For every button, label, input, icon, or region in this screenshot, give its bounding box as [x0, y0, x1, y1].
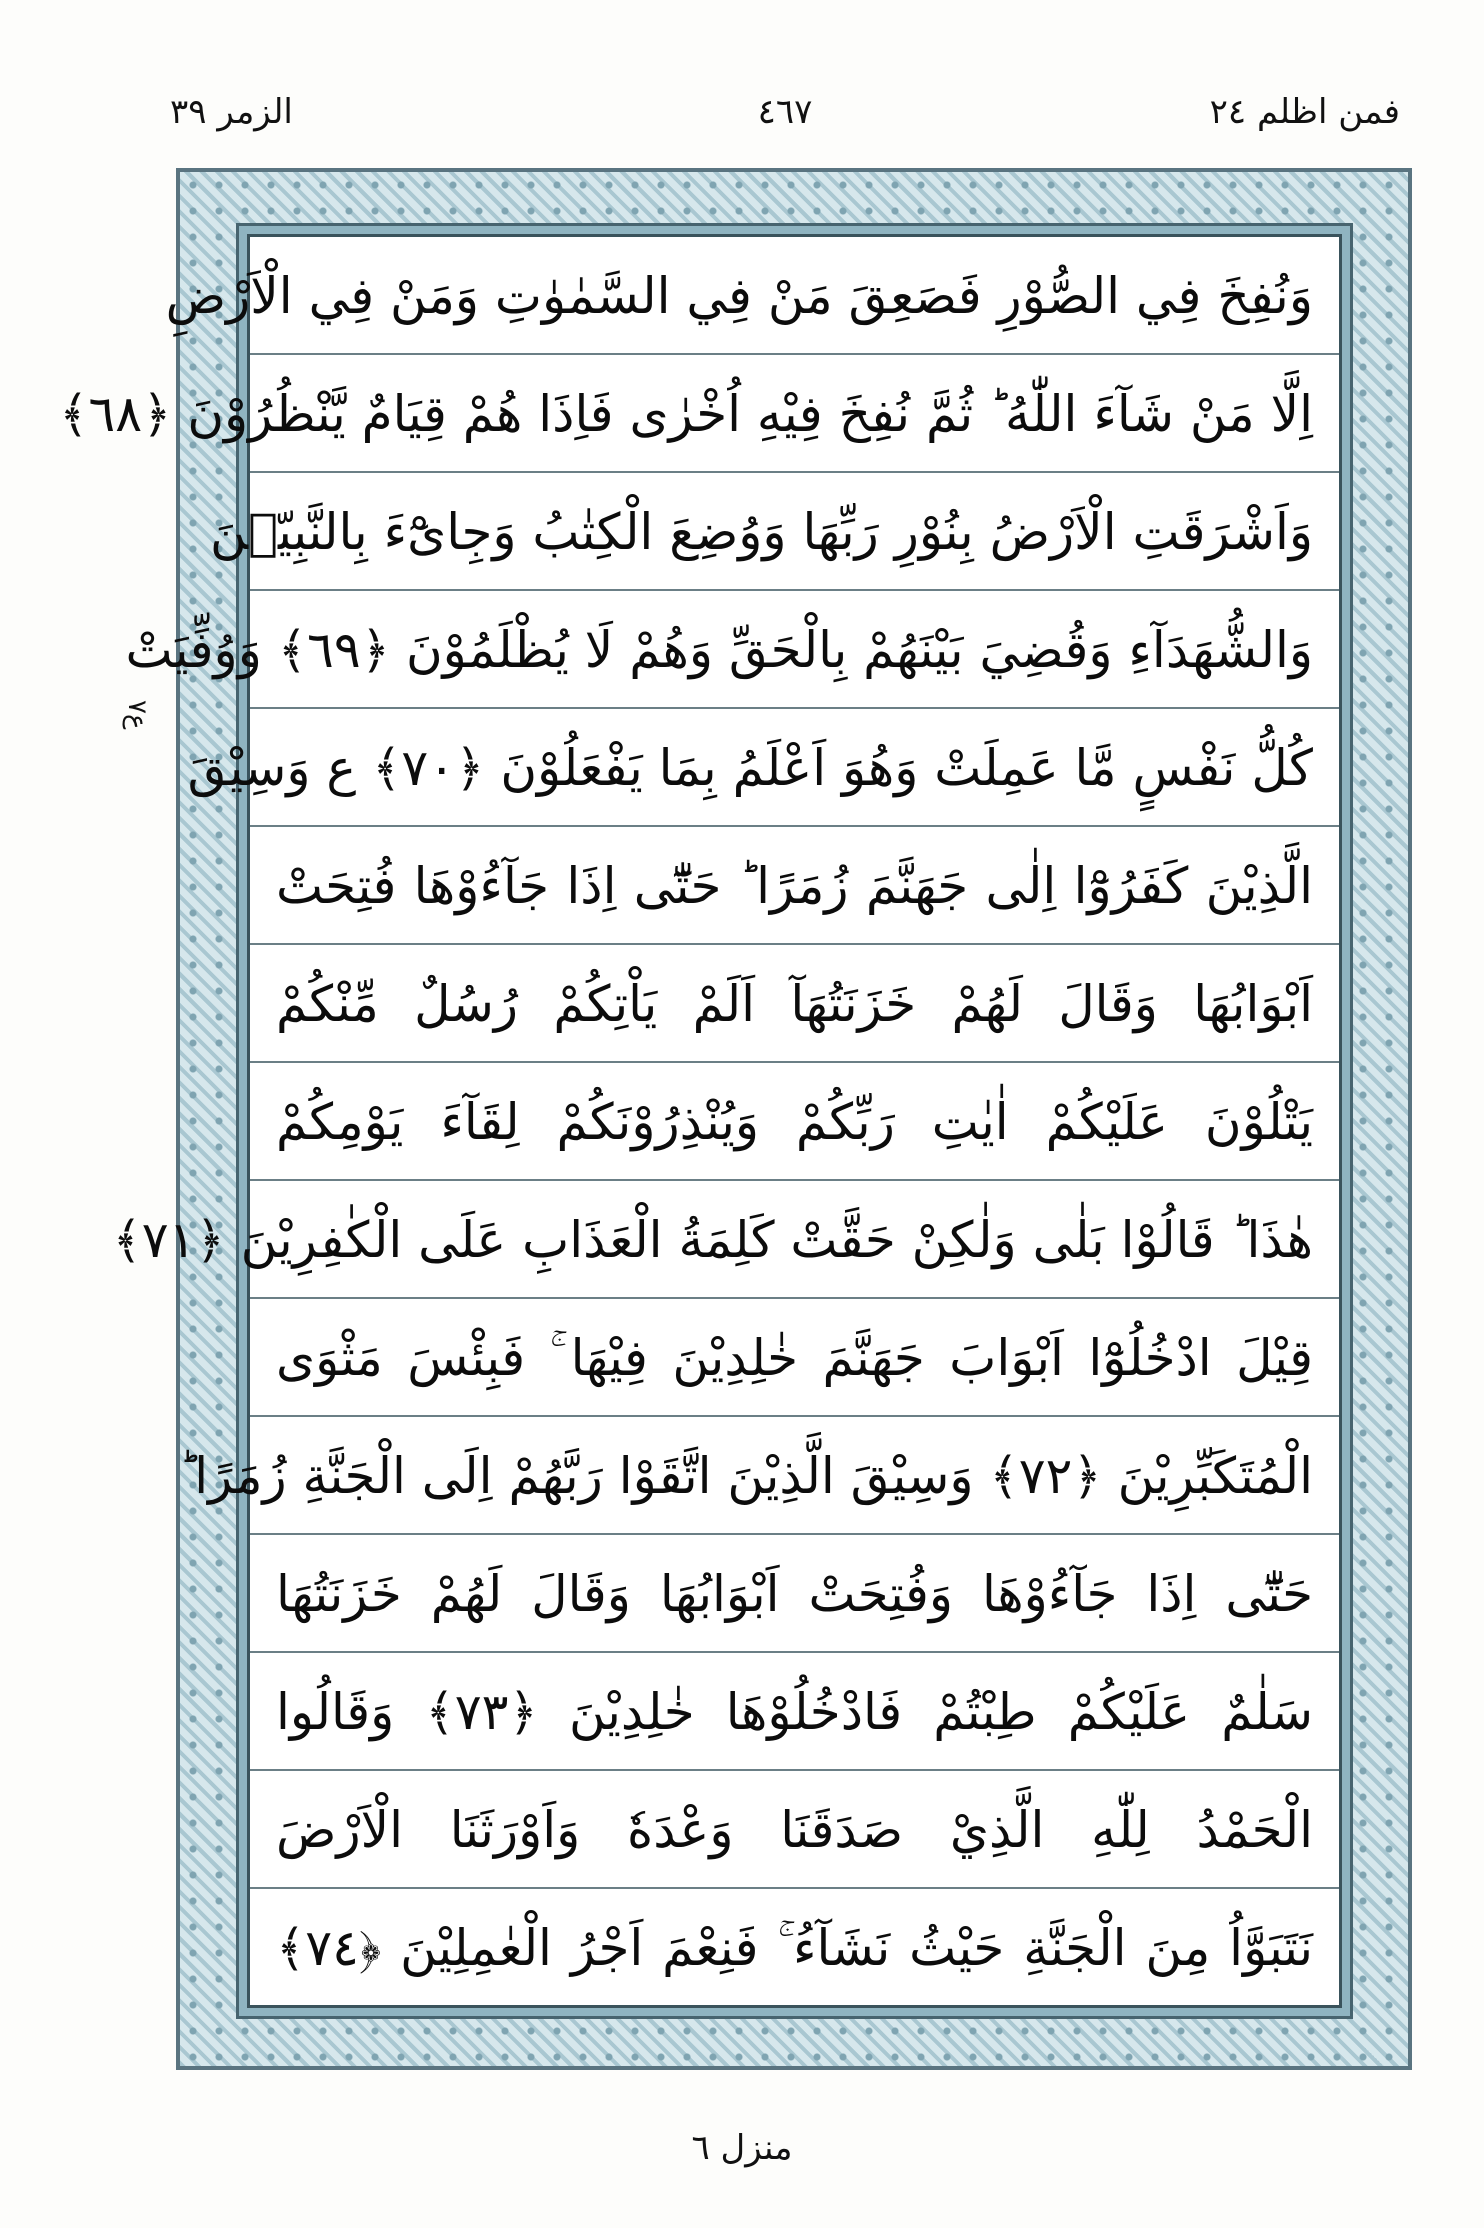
verse-line-2: اِلَّا مَنْ شَآءَ اللّٰهُ ؕ ثُمَّ نُفِخَ فِيْهِ اُخْرٰى فَاِذَا هُمْ قِيَامٌ يَّنْظُرُوْنَ ﴿٦٨﴾ — [250, 355, 1339, 473]
verse-line-10: قِيْلَ ادْخُلُوْٓا اَبْوَابَ جَهَنَّمَ خٰلِدِيْنَ فِيْهَا ۚ فَبِئْسَ مَثْوَى — [250, 1299, 1339, 1417]
verse-line-11: الْمُتَكَبِّرِيْنَ ﴿٧٢﴾ وَسِيْقَ الَّذِيْنَ اتَّقَوْا رَبَّهُمْ اِلَى الْجَنَّةِ زُمَرًا ؕ — [250, 1417, 1339, 1535]
ruku-marker: ع٧ — [122, 700, 152, 730]
manzil-footer: منزل ٦ — [691, 2128, 793, 2168]
juz-title: فمن اظلم ٢٤ — [1209, 92, 1400, 132]
verse-line-7: اَبْوَابُهَا وَقَالَ لَهُمْ خَزَنَتُهَآ اَلَمْ يَاْتِكُمْ رُسُلٌ مِّنْكُمْ — [250, 945, 1339, 1063]
verse-line-13: سَلٰمٌ عَلَيْكُمْ طِبْتُمْ فَادْخُلُوْهَا خٰلِدِيْنَ ﴿٧٣﴾ وَقَالُوا — [250, 1653, 1339, 1771]
verse-line-6: الَّذِيْنَ كَفَرُوْٓا اِلٰى جَهَنَّمَ زُمَرًا ؕ حَتّٰٓى اِذَا جَآءُوْهَا فُتِحَتْ — [250, 827, 1339, 945]
verse-line-4: وَالشُّهَدَآءِ وَقُضِيَ بَيْنَهُمْ بِالْحَقِّ وَهُمْ لَا يُظْلَمُوْنَ ﴿٦٩﴾ وَوُفِّيَتْ — [250, 591, 1339, 709]
verse-line-3: وَاَشْرَقَتِ الْاَرْضُ بِنُوْرِ رَبِّهَا وَوُضِعَ الْكِتٰبُ وَجِایْٓءَ بِالنَّبِيّٖنَ — [250, 473, 1339, 591]
verse-line-14: الْحَمْدُ لِلّٰهِ الَّذِيْ صَدَقَنَا وَعْدَهٗ وَاَوْرَثَنَا الْاَرْضَ — [250, 1771, 1339, 1889]
verse-line-9: هٰذَا ؕ قَالُوْا بَلٰى وَلٰكِنْ حَقَّتْ كَلِمَةُ الْعَذَابِ عَلَى الْكٰفِرِيْنَ ﴿٧١﴾ — [250, 1181, 1339, 1299]
verse-line-8: يَتْلُوْنَ عَلَيْكُمْ اٰيٰتِ رَبِّكُمْ وَيُنْذِرُوْنَكُمْ لِقَآءَ يَوْمِكُمْ — [250, 1063, 1339, 1181]
verse-line-12: حَتّٰٓى اِذَا جَآءُوْهَا وَفُتِحَتْ اَبْوَابُهَا وَقَالَ لَهُمْ خَزَنَتُهَا — [250, 1535, 1339, 1653]
verse-line-5: كُلُّ نَفْسٍ مَّا عَمِلَتْ وَهُوَ اَعْلَمُ بِمَا يَفْعَلُوْنَ ﴿٧٠﴾ ع وَسِيْقَ — [250, 709, 1339, 827]
verse-line-15: نَتَبَوَّاُ مِنَ الْجَنَّةِ حَيْثُ نَشَآءُ ۚ فَنِعْمَ اَجْرُ الْعٰمِلِيْنَ ﴿٧٤﴾ — [276, 1919, 1313, 1977]
surah-title: الزمر ٣٩ — [170, 92, 293, 132]
page-header — [170, 92, 1400, 152]
verse-line-1: وَنُفِخَ فِي الصُّوْرِ فَصَعِقَ مَنْ فِي السَّمٰوٰتِ وَمَنْ فِي الْاَرْضِ — [250, 237, 1339, 355]
page-number: ٤٦٧ — [757, 92, 813, 132]
